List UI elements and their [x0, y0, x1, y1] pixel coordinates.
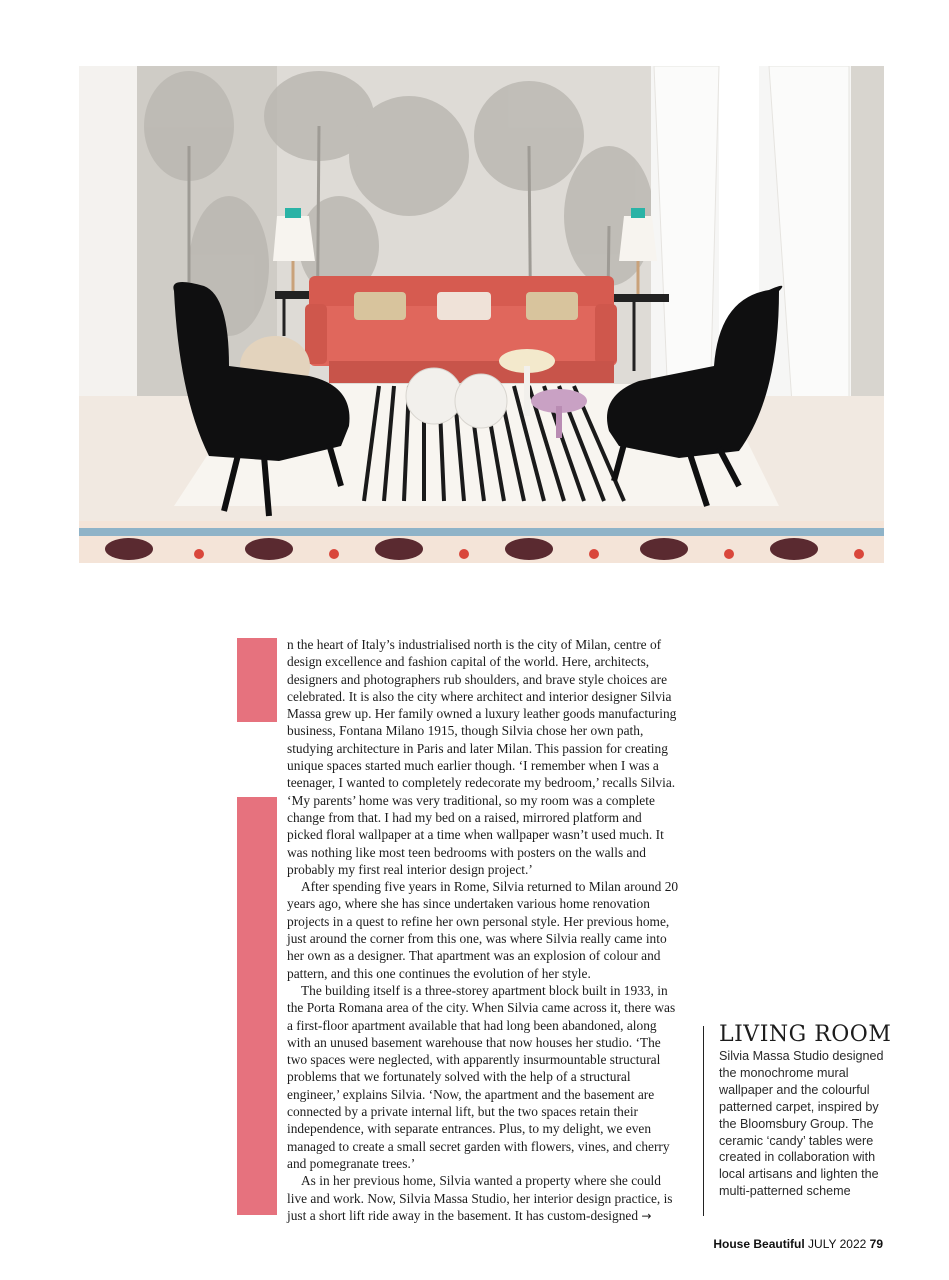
issue-date: JULY 2022	[808, 1237, 867, 1251]
article-paragraph: After spending five years in Rome, Silvia returned to Milan around 20 years ago, where she has since undertaken various home renovation projects in a quest to refine her own personal style. Her previous home, just around the corner from this one, was where Silvia really came into her own as a designer. That apartment was an explosion of colour and pattern, and this one continues the evolution of her style.	[287, 879, 679, 981]
living-room-illustration	[79, 66, 884, 563]
article-paragraph-text: As in her previous home, Silvia wanted a property where she could live and work. Now, Silvia Massa Studio, her interior design practice, is just a short lift ride away in the basement. It has custom-designed	[287, 1173, 673, 1223]
caption-divider	[703, 1026, 704, 1216]
page-folio	[713, 1237, 883, 1251]
caption-title: LIVING ROOM	[719, 1022, 892, 1047]
continue-arrow-icon: →	[641, 1208, 652, 1223]
living-room-photo	[79, 66, 884, 563]
article-paragraph: The building itself is a three-storey apartment block built in 1933, in the Porta Romana area of the city. When Silvia came across it, there was a first-floor apartment available that had long been abandoned, along with an unused basement warehouse that now houses her studio. ‘The two spaces were neglected, with apparently insurmountable structural problems that we fortunately solved with the help of a structural engineer,’ explains Silvia. ‘Now, the apartment and the basement are connected by a private internal lift, but the two spaces retain their independence, with separate entrances. Plus, to my delight, we even managed to create a small secret garden with flowers, vines, and cherry and pomegranate trees.’	[287, 982, 676, 1171]
article-paragraph-last	[287, 1172, 679, 1225]
article-body	[287, 636, 679, 1225]
accent-bar-top	[237, 638, 277, 722]
magazine-name: House Beautiful	[713, 1237, 805, 1251]
article-paragraph: n the heart of Italy’s industrialised north is the city of Milan, centre of design excellence and fashion capital of the world. Here, architects, designers and photographers rub shoulders, and brave style choices are celebrated. It is also the city where architect and interior designer Silvia Massa grew up. Her family owned a luxury leather goods manufacturing business, Fontana Milano 1915, though Silvia chose her own path, studying architecture in Paris and later Milan. This passion for creating unique spaces started much earlier though. ‘I remember when I was a teenager, I wanted to completely redecorate my bedroom,’ recalls Silvia. ‘My parents’ home was very traditional, so my room was a complete change from that. I had my bed on a raised, mirrored platform and picked floral wallpaper at a time when wallpaper wasn’t used much. It was nothing like most teen bedrooms with posters on the walls and probably my first real interior design project.’	[287, 637, 677, 877]
caption-text: Silvia Massa Studio designed the monochrome mural wallpaper and the colourful patterned carpet, inspired by the Bloomsbury Group. The ceramic ‘candy’ tables were created in collaboration with local artisans and lighten the multi-patterned scheme	[719, 1049, 884, 1199]
accent-bar-side	[237, 797, 277, 1215]
page-number: 79	[869, 1237, 883, 1251]
